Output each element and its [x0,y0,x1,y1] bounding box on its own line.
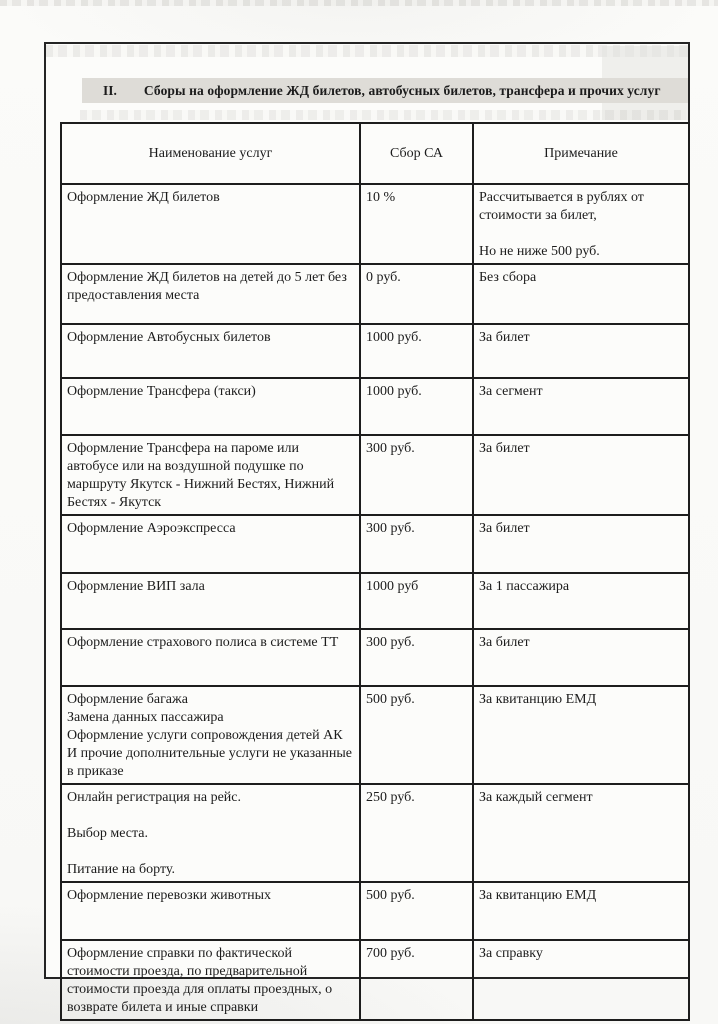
fee-cell: 0 руб. [360,264,473,324]
service-cell: Оформление справки по фактической стоимости проезда, по предварительной стоимости проезда для оплаты проездных, о возврате билета и иные справки [61,940,360,1020]
fee-cell: 1000 руб [360,573,473,629]
col-header-fee: Сбор СА [360,123,473,184]
fee-cell: 1000 руб. [360,324,473,378]
note-cell: За квитанцию ЕМД [473,882,689,940]
note-cell: Без сбора [473,264,689,324]
fee-cell: 500 руб. [360,686,473,784]
table-row [61,686,689,784]
content-frame [44,42,690,1015]
scan-noise-band-top [0,0,718,6]
note-cell: За каждый сегмент [473,784,689,882]
service-cell: Онлайн регистрация на рейс. Выбор места. Питание на борту. [61,784,360,882]
table-row [61,435,689,515]
service-cell: Оформление перевозки животных [61,882,360,940]
fee-cell: 250 руб. [360,784,473,882]
section-number: II. [103,82,117,98]
fee-cell: 500 руб. [360,882,473,940]
col-header-note: Примечание [473,123,689,184]
note-cell: Рассчитывается в рублях от стоимости за билет, Но не ниже 500 руб. [473,184,689,264]
table-row [61,264,689,324]
fee-cell: 1000 руб. [360,378,473,435]
note-cell: За билет [473,515,689,573]
table-row [61,629,689,686]
note-cell: За билет [473,435,689,515]
col-header-service: Наименование услуг [61,123,360,184]
fee-cell: 300 руб. [360,435,473,515]
table-row [61,378,689,435]
note-cell: За сегмент [473,378,689,435]
service-cell: Оформление ЖД билетов [61,184,360,264]
table-row [61,784,689,882]
table-row [61,573,689,629]
table-row [61,882,689,940]
table-row [61,324,689,378]
fee-cell: 10 % [360,184,473,264]
section-title: Сборы на оформление ЖД билетов, автобусных билетов, трансфера и прочих услуг [143,82,661,98]
note-cell: За 1 пассажира [473,573,689,629]
service-cell: Оформление ЖД билетов на детей до 5 лет без предоставления места [61,264,360,324]
note-cell: За билет [473,324,689,378]
service-cell: Оформление ВИП зала [61,573,360,629]
table-row [61,515,689,573]
fee-cell: 700 руб. [360,940,473,1020]
note-cell: За справку [473,940,689,1020]
service-cell: Оформление страхового полиса в системе ТТ [61,629,360,686]
service-cell: Оформление багажа Замена данных пассажира Оформление услуги сопровождения детей АК И прочие дополнительные услуги не указанные в приказе [61,686,360,784]
service-cell: Оформление Автобусных билетов [61,324,360,378]
section-title-bar [82,78,688,103]
table-header-row [61,123,689,184]
service-cell: Оформление Трансфера на пароме или автобусе или на воздушной подушке по маршруту Якутск - Нижний Бестях, Нижний Бестях - Якутск [61,435,360,515]
table-row [61,940,689,1020]
note-cell: За билет [473,629,689,686]
table-row [61,184,689,264]
fees-table [60,122,690,1021]
service-cell: Оформление Трансфера (такси) [61,378,360,435]
scan-noise-band-lower [80,110,686,120]
service-cell: Оформление Аэроэкспресса [61,515,360,573]
note-cell: За квитанцию ЕМД [473,686,689,784]
fee-cell: 300 руб. [360,515,473,573]
fee-cell: 300 руб. [360,629,473,686]
scan-noise-band-upper [46,45,688,57]
